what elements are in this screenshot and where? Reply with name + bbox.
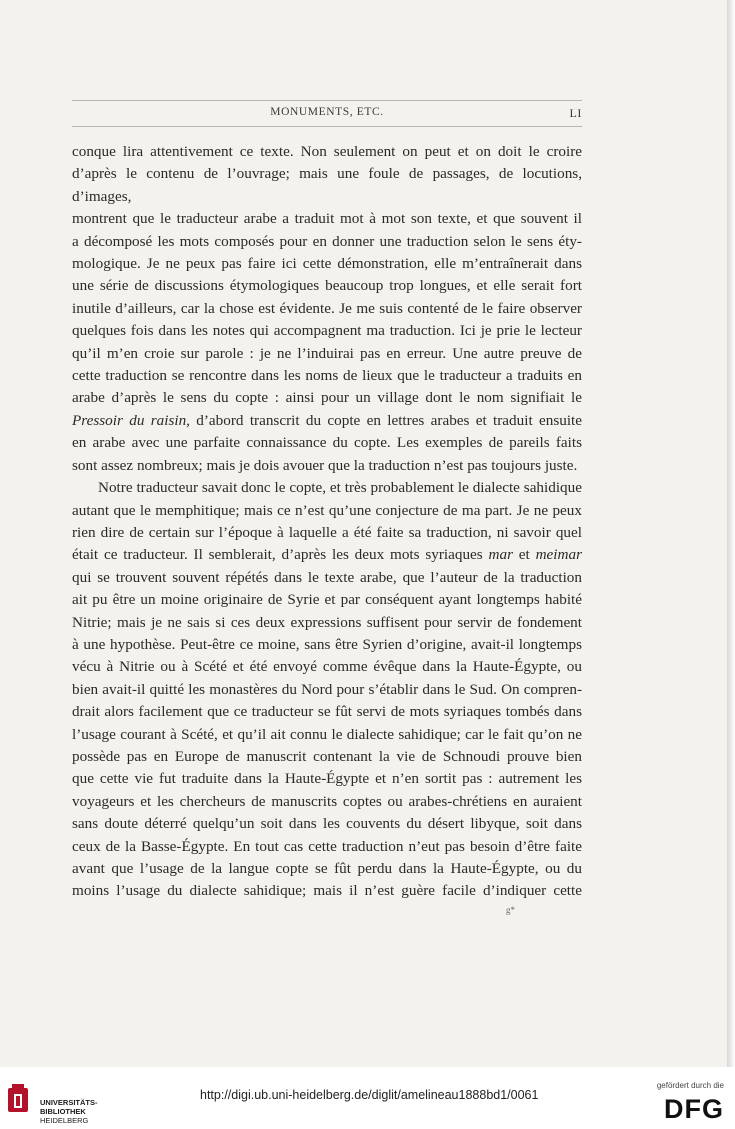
text-span: et [513,546,536,564]
text-span: d’abord transcrit du copte en lettres arabes et traduit ensuite [189,411,582,429]
text-line: quelques fois dans les notes qui accompagnent ma traduction. Ici je prie le lecteur [72,322,582,340]
text-line: en arabe avec une parfaite connaissance du copte. Les exemples de pareils faits [72,434,582,452]
text-line: ceux de la Basse-Égypte. En tout cas cette traduction n’eut pas besoin d’être faite [72,837,582,855]
text-line: voyageurs et les chercheurs de manuscrits coptes ou arabes-chrétiens en auraient [72,792,582,810]
heidelberg-seal-icon [6,1082,30,1116]
library-line: UNIVERSITÄTS- [40,1098,98,1107]
text-span: était ce traducteur. Il semblerait, d’après les deux mots syriaques [72,546,489,564]
text-line: inutile d’ailleurs, car la chose est évidente. Je me suis contenté de le faire observer [72,299,582,317]
top-rule [72,100,582,101]
italic-word: mar [488,546,513,564]
dfg-logo: DFG [664,1094,724,1124]
text-line: cette traduction se rencontre dans les noms de lieux que le traducteur a traduits en [72,367,582,385]
text-line: Nitrie; mais je ne sais si ces deux expressions suffisent pour servir de fondement [72,613,582,631]
text-line: rien dire de certain sur l’époque à laquelle a été faite sa traduction, ni savoir quel [72,523,582,541]
text-line: possède pas en Europe de manuscrit contenant la vie de Schnoudi prouve bien [72,747,582,765]
body-text [72,141,582,903]
funding-caption: gefördert durch die [656,1081,724,1090]
library-line: BIBLIOTHEK [40,1107,86,1116]
text-line: conque lira attentivement ce texte. Non seulement on peut et on doit le croire [72,143,582,160]
text-line: à une hypothèse. Peut-être ce moine, sans être Syrien d’origine, avait-il longtemps [72,635,582,653]
text-line: moins l’usage du dialecte sahidique; mais il n’est guère facile d’indiquer cette [72,882,582,900]
text-line: ait pu être un moine originaire de Syrie et par conséquent ayant longtemps habité [72,591,582,609]
library-line: HEIDELBERG [40,1116,89,1125]
library-name [40,1098,98,1125]
text-line: sont assez nombreux; mais je dois avouer que la traduction n’est pas toujours juste. [72,456,578,474]
text-line: d’après le contenu de l’ouvrage; mais une foule de passages, de locutions, d’images, [72,165,582,205]
footer-bar [0,1067,735,1129]
text-line: que cette vie fut traduite dans la Haute-Égypte et n’en sortit pas : autrement les [72,770,582,788]
text-line: Notre traducteur savait donc le copte, et très probablement le dialecte sahidique [98,479,582,497]
dfg-funding[interactable] [640,1075,730,1125]
text-line: sans doute déterré quelqu’un soit dans les couvents du désert libyque, soit dans [72,815,582,833]
text-line: drait alors facilement que ce traducteur se fût servi de mots syriaques tombés dans [72,703,582,721]
permalink-url[interactable]: http://digi.ub.uni-heidelberg.de/diglit/amelineau1888bd1/0061 [200,1088,539,1102]
text-line-mixed [72,544,582,566]
text-line-mixed [72,410,582,432]
text-line: bien avait-il quitté les monastères du Nord pour s’établir dans le Sud. On compren- [72,680,582,698]
text-line: mologique. Je ne peux pas faire ici cette démonstration, elle m’entraînerait dans [72,255,582,273]
page-number: LI [569,106,582,120]
text-line: qu’il m’en croie sur parole : je ne l’induirai pas en erreur. Une autre preuve de [72,344,582,362]
text-line: qui se trouvent souvent répétés dans le texte arabe, que l’auteur de la traduction [72,568,582,586]
italic-phrase: Pressoir du raisin, [72,411,190,429]
header-rule [72,126,582,127]
text-line: a décomposé les mots composés pour en donner une traduction selon le sens éty- [72,232,582,250]
signature-mark: g* [506,905,515,915]
text-line: autant que le memphitique; mais ce n’est qu’une conjecture de ma part. Je ne peux [72,501,582,519]
running-title: MONUMENTS, ETC. [270,106,384,118]
italic-word: meimar [535,546,582,564]
text-line: arabe d’après le sens du copte : ainsi pour un village dont le nom signifiait le [72,389,582,407]
text-line: une série de discussions étymologiques beaucoup trop longues, et elle serait fort [72,277,582,295]
running-head [72,104,582,124]
text-line: l’usage courant à Scété, et qu’il ait connu le dialecte sahidique; car le fait qu’on ne [72,725,582,743]
text-line: vécu à Nitrie ou à Scété et été envoyé comme évêque dans la Haute-Égypte, ou [72,658,582,676]
page-edge [727,0,735,1067]
library-logo[interactable] [6,1082,126,1125]
text-line: montrent que le traducteur arabe a traduit mot à mot son texte, et que souvent il [72,210,582,228]
text-line: avant que l’usage de la langue copte se fût perdu dans la Haute-Égypte, ou du [72,860,582,877]
